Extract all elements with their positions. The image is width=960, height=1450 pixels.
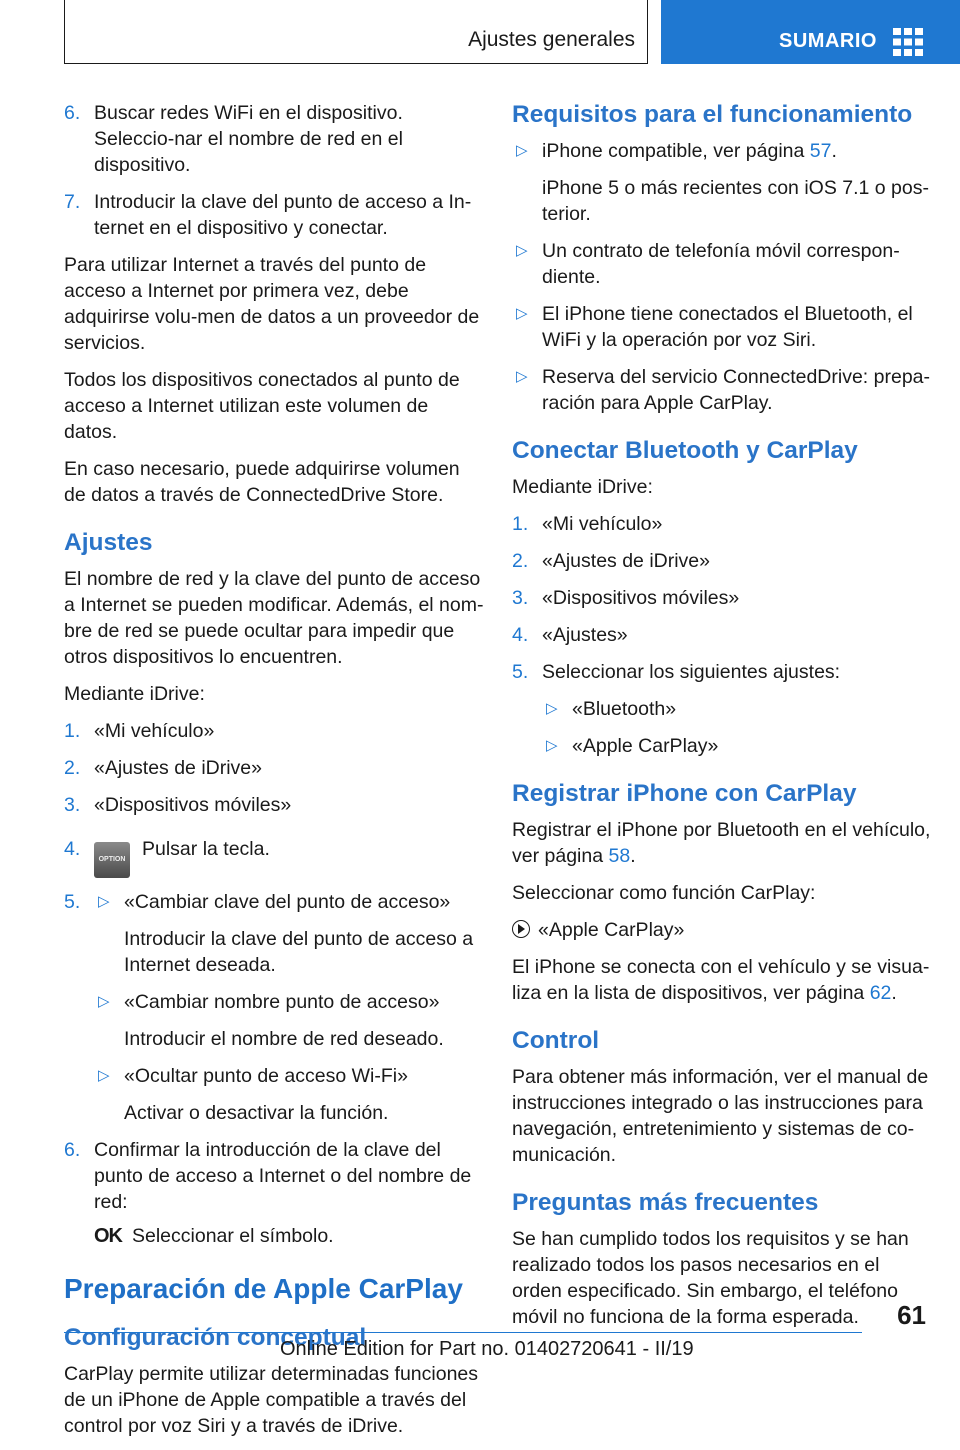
bullet-item: ▷ «Bluetooth» <box>546 698 677 720</box>
carplay-row: «Apple CarPlay» <box>512 917 932 943</box>
list-item: 6. Buscar redes WiFi en el dispositivo. Seleccio‐nar el nombre de red en el dispositivo. <box>64 102 403 176</box>
paragraph: Se han cumplido todos los requisitos y se han realizado todos los pasos necesarios en el orden especificado. Sin embargo, el teléfono móvil no funciona de la forma esperada. <box>512 1228 909 1328</box>
page-link-58[interactable]: 58 <box>608 845 631 867</box>
paragraph: CarPlay permite utilizar determinadas funciones de un iPhone de Apple compatible a través del control por voz Siri y a través de iDrive. <box>64 1363 479 1437</box>
paragraph: Seleccionar como función CarPlay: <box>512 882 816 904</box>
footer-divider <box>64 1332 862 1333</box>
bullet-item: ▷ «Ocultar punto de acceso Wi-Fi» <box>98 1065 408 1087</box>
heading-control: Control <box>512 1027 600 1054</box>
list-item: 4. OPTION Pulsar la tecla. <box>64 836 484 878</box>
bullet-item: ▷ «Apple CarPlay» <box>546 735 719 757</box>
heading-registrar: Registrar iPhone con CarPlay <box>512 780 857 807</box>
right-column <box>512 100 932 1341</box>
triangle-bullet-icon: ▷ <box>98 1067 110 1084</box>
section-title: Ajustes generales <box>468 28 635 51</box>
bullet-detail: Activar o desactivar la función. <box>124 1102 389 1124</box>
bullet-item: ▷ «Cambiar nombre punto de acceso» <box>98 991 440 1013</box>
paragraph: Registrar el iPhone por Bluetooth en el vehículo, ver página 58. <box>512 819 931 867</box>
bullet-item: ▷ iPhone compatible, ver página 57. <box>516 140 837 162</box>
triangle-bullet-icon: ▷ <box>98 993 110 1010</box>
list-item: 1. «Mi vehículo» <box>512 513 663 535</box>
play-circle-icon <box>512 920 530 938</box>
paragraph: En caso necesario, puede adquirirse volumen de datos a través de ConnectedDrive Store. <box>64 458 460 506</box>
page-link-57[interactable]: 57 <box>809 140 832 162</box>
heading-configuracion: Configuración conceptual <box>64 1324 367 1351</box>
list-item: 1. «Mi vehículo» <box>64 720 215 742</box>
list-item: 4. «Ajustes» <box>512 624 628 646</box>
bullet-item: ▷ Reserva del servicio ConnectedDrive: prepa‐ración para Apple CarPlay. <box>516 366 931 414</box>
page-link-62[interactable]: 62 <box>869 982 892 1004</box>
heading-ajustes: Ajustes <box>64 529 153 556</box>
triangle-bullet-icon: ▷ <box>516 142 528 159</box>
footer-edition: Online Edition for Part no. 01402720641 - II/19 <box>280 1338 694 1360</box>
list-item: 2. «Ajustes de iDrive» <box>64 757 262 779</box>
paragraph: El nombre de red y la clave del punto de acceso a Internet se pueden modificar. Además, el nom‐bre de red se puede ocultar para impedir que otros dispositivos lo encuentren. <box>64 568 484 668</box>
triangle-bullet-icon: ▷ <box>516 368 528 385</box>
triangle-bullet-icon: ▷ <box>516 242 528 259</box>
bullet-detail: Introducir el nombre de red deseado. <box>124 1028 444 1050</box>
option-button-icon: OPTION <box>94 842 130 878</box>
triangle-bullet-icon: ▷ <box>546 700 558 717</box>
heading-preguntas: Preguntas más frecuentes <box>512 1189 819 1216</box>
bullet-item: ▷ «Cambiar clave del punto de acceso» <box>98 891 451 913</box>
page-number: 61 <box>897 1300 926 1330</box>
triangle-bullet-icon: ▷ <box>546 737 558 754</box>
triangle-bullet-icon: ▷ <box>516 305 528 322</box>
paragraph: Todos los dispositivos conectados al punto de acceso a Internet utilizan este volumen de datos. <box>64 369 460 443</box>
heading-requisitos: Requisitos para el funcionamiento <box>512 101 913 128</box>
paragraph: Para utilizar Internet a través del punto de acceso a Internet por primera vez, debe adquirirse volu‐men de datos a un proveedor de servicios. <box>64 254 480 354</box>
list-item: 3. «Dispositivos móviles» <box>64 794 292 816</box>
paragraph: Mediante iDrive: <box>64 683 205 705</box>
paragraph: Para obtener más información, ver el manual de instrucciones integrado o las instrucciones para navegación, entretenimiento y sistemas de co‐municación. <box>512 1066 929 1166</box>
left-column <box>64 100 484 1450</box>
sumario-label: SUMARIO <box>779 30 877 52</box>
list-item: 5. Seleccionar los siguientes ajustes: ▷ «Bluetooth» ▷ «Apple CarPlay» <box>512 659 932 759</box>
ok-row: OK Seleccionar el símbolo. <box>94 1225 334 1247</box>
ok-icon: OK <box>94 1225 122 1247</box>
triangle-bullet-icon: ▷ <box>98 893 110 910</box>
bullet-detail: iPhone 5 o más recientes con iOS 7.1 o pos‐terior. <box>542 177 929 225</box>
list-item: 5. ▷ «Cambiar clave del punto de acceso» Introducir la clave del punto de acceso a Internet deseada. ▷ «Cambiar nombre punto de acceso» Introducir el nombre de red deseado. ▷ «Ocultar punto de acceso Wi-Fi» Activar o desactivar la función. <box>64 889 484 1126</box>
bullet-detail: Introducir la clave del punto de acceso a Internet deseada. <box>124 928 474 976</box>
list-item: 3. «Dispositivos móviles» <box>512 587 740 609</box>
list-item: 2. «Ajustes de iDrive» <box>512 550 710 572</box>
paragraph: El iPhone se conecta con el vehículo y se visua‐liza en la lista de dispositivos, ver página 62. <box>512 956 930 1004</box>
bullet-item: ▷ Un contrato de telefonía móvil correspon‐diente. <box>516 240 900 288</box>
list-item: 6. Confirmar la introducción de la clave del punto de acceso a Internet o del nombre de red: OK Seleccionar el símbolo. <box>64 1137 484 1249</box>
bullet-item: ▷ El iPhone tiene conectados el Bluetooth, el WiFi y la operación por voz Siri. <box>516 303 913 351</box>
sumario-button[interactable] <box>661 0 960 64</box>
grid-menu-icon <box>893 28 923 56</box>
paragraph: Mediante iDrive: <box>512 476 653 498</box>
heading-preparacion: Preparación de Apple CarPlay <box>64 1273 463 1304</box>
heading-conectar: Conectar Bluetooth y CarPlay <box>512 437 858 464</box>
list-item: 7. Introducir la clave del punto de acceso a In‐ternet en el dispositivo y conectar. <box>64 191 472 239</box>
header-title-box <box>64 0 648 64</box>
